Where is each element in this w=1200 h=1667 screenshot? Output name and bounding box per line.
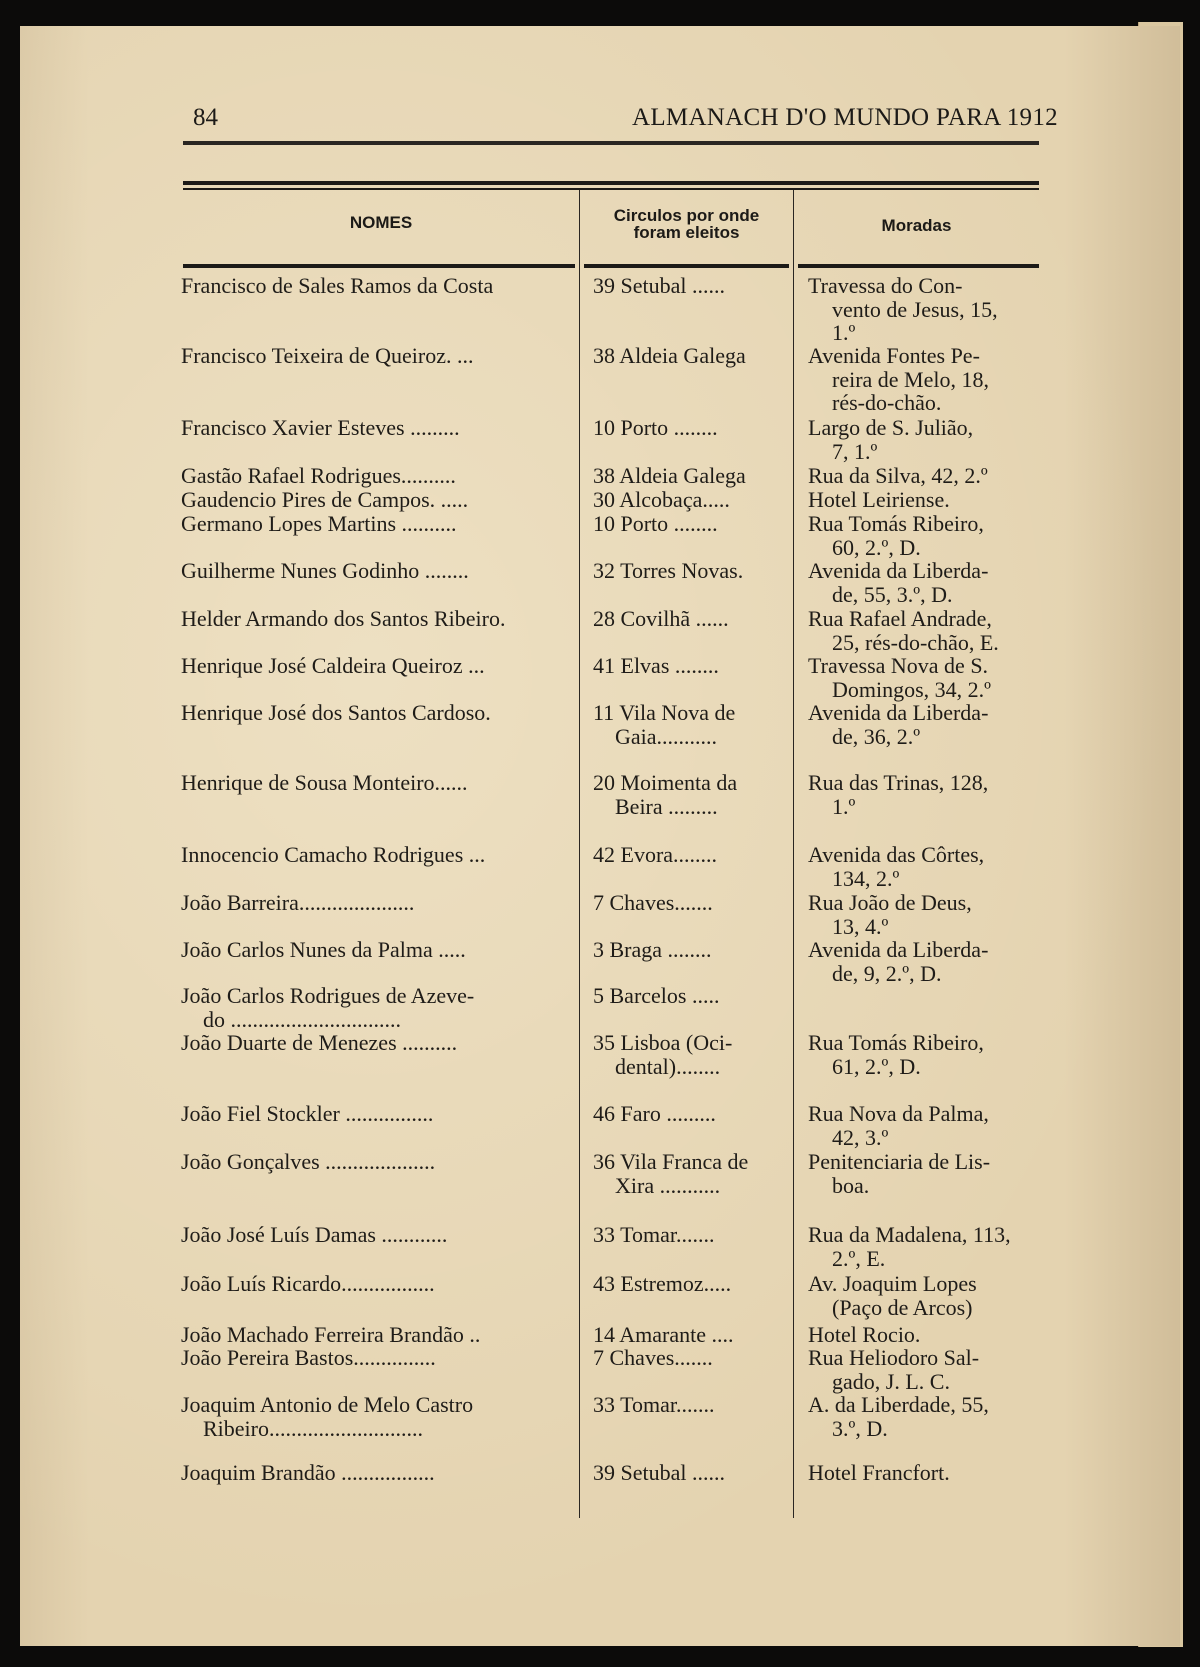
header-rule bbox=[183, 141, 1039, 145]
table-cell-name: Ribeiro............................ bbox=[203, 1415, 423, 1441]
table-cell-address: 42, 3.º bbox=[832, 1124, 889, 1150]
table-cell-name: Francisco de Sales Ramos da Costa bbox=[181, 273, 494, 298]
table-cell-address: 61, 2.º, D. bbox=[832, 1053, 921, 1079]
running-title: ALMANACH D'O MUNDO PARA 1912 bbox=[632, 104, 1058, 131]
table-cell-address: gado, J. L. C. bbox=[832, 1368, 950, 1394]
table-cell-circle: 38 Aldeia Galega bbox=[593, 463, 746, 488]
table-cell-circle: 3 Braga ........ bbox=[593, 937, 712, 962]
table-cell-name: do ............................... bbox=[203, 1006, 401, 1032]
table-cell-circle: 38 Aldeia Galega bbox=[593, 343, 746, 368]
table-cell-circle: 46 Faro ......... bbox=[593, 1101, 716, 1126]
table-cell-circle: 7 Chaves....... bbox=[593, 1345, 713, 1370]
header-underline-names bbox=[183, 264, 575, 268]
table-cell-name: Henrique José Caldeira Queiroz ... bbox=[181, 653, 485, 678]
table-cell-circle: 20 Moimenta da bbox=[593, 770, 738, 795]
table-cell-address: Rua Rafael Andrade, bbox=[808, 606, 992, 631]
table-cell-circle: 5 Barcelos ..... bbox=[593, 983, 720, 1008]
table-cell-circle: 35 Lisboa (Oci- bbox=[593, 1030, 733, 1055]
table-cell-address: 25, rés-do-chão, E. bbox=[832, 629, 999, 655]
table-cell-circle: 10 Porto ........ bbox=[593, 415, 718, 440]
table-cell-address: 3.º, D. bbox=[832, 1415, 888, 1441]
page-number: 84 bbox=[193, 104, 218, 131]
table-cell-name: João José Luís Damas ............ bbox=[181, 1222, 448, 1247]
table-cell-circle: 33 Tomar....... bbox=[593, 1392, 715, 1417]
table-cell-name: João Duarte de Menezes .......... bbox=[181, 1030, 458, 1055]
table-cell-name: João Pereira Bastos............... bbox=[181, 1345, 436, 1370]
table-cell-name: Francisco Teixeira de Queiroz. ... bbox=[181, 343, 474, 368]
table-cell-address: Rua João de Deus, bbox=[808, 890, 972, 915]
table-cell-address: 60, 2.º, D. bbox=[832, 534, 921, 560]
table-cell-address: Avenida da Liberda- bbox=[808, 558, 989, 583]
table-cell-name: João Luís Ricardo................. bbox=[181, 1271, 435, 1296]
table-cell-address: Avenida das Côrtes, bbox=[808, 842, 985, 867]
table-cell-name: João Fiel Stockler ................ bbox=[181, 1101, 434, 1126]
table-cell-name: João Barreira..................... bbox=[181, 890, 415, 915]
table-cell-circle: 42 Evora........ bbox=[593, 842, 718, 867]
table-cell-address: Rua das Trinas, 128, bbox=[808, 770, 989, 795]
column-divider-2 bbox=[793, 190, 794, 1518]
column-divider-1 bbox=[579, 190, 580, 1518]
table-cell-address: A. da Liberdade, 55, bbox=[808, 1392, 989, 1417]
table-cell-address: Penitenciaria de Lis- bbox=[808, 1149, 991, 1174]
header-circles-line2: foram eleitos bbox=[633, 223, 740, 242]
table-cell-circle: 43 Estremoz..... bbox=[593, 1271, 732, 1296]
table-cell-circle: 41 Elvas ........ bbox=[593, 653, 719, 678]
table-cell-circle: 39 Setubal ...... bbox=[593, 1460, 725, 1485]
table-cell-circle: 36 Vila Franca de bbox=[593, 1149, 749, 1174]
table-cell-address: Hotel Rocio. bbox=[808, 1322, 921, 1347]
table-cell-address: Avenida Fontes Pe- bbox=[808, 343, 980, 368]
table-cell-address: (Paço de Arcos) bbox=[832, 1294, 973, 1320]
table-cell-address: Hotel Leiriense. bbox=[808, 487, 950, 512]
table-cell-address: Travessa Nova de S. bbox=[808, 653, 989, 678]
table-cell-address: Rua Nova da Palma, bbox=[808, 1101, 989, 1126]
table-cell-address: boa. bbox=[832, 1172, 870, 1198]
table-cell-address: reira de Melo, 18, bbox=[832, 366, 989, 392]
table-cell-address: 7, 1.º bbox=[832, 438, 878, 464]
table-cell-address: Largo de S. Julião, bbox=[808, 415, 974, 440]
table-cell-address: 2.º, E. bbox=[832, 1245, 886, 1271]
table-cell-circle: Beira ......... bbox=[615, 793, 718, 819]
header-addresses: Moradas bbox=[881, 216, 952, 235]
table-cell-address: Rua Tomás Ribeiro, bbox=[808, 1030, 984, 1055]
table-cell-name: João Gonçalves .................... bbox=[181, 1149, 436, 1174]
table-cell-name: João Carlos Rodrigues de Azeve- bbox=[181, 983, 475, 1008]
table-cell-name: Gastão Rafael Rodrigues.......... bbox=[181, 463, 456, 488]
table-cell-circle: 7 Chaves....... bbox=[593, 890, 713, 915]
table-cell-address: Rua Tomás Ribeiro, bbox=[808, 511, 984, 536]
table-cell-name: Henrique José dos Santos Cardoso. bbox=[181, 700, 491, 725]
table-cell-circle: 32 Torres Novas. bbox=[593, 558, 744, 583]
table-cell-name: Joaquim Antonio de Melo Castro bbox=[181, 1392, 474, 1417]
table-cell-address: Travessa do Con- bbox=[808, 273, 963, 298]
table-cell-address: 13, 4.º bbox=[832, 913, 889, 939]
table-cell-name: João Carlos Nunes da Palma ..... bbox=[181, 937, 466, 962]
table-cell-name: Germano Lopes Martins .......... bbox=[181, 511, 457, 536]
table-cell-circle: 28 Covilhã ...... bbox=[593, 606, 729, 631]
table-cell-address: rés-do-chão. bbox=[832, 390, 942, 415]
table-cell-circle: 10 Porto ........ bbox=[593, 511, 718, 536]
table-top-rule-thin bbox=[183, 188, 1039, 190]
header-underline-addresses bbox=[798, 264, 1039, 268]
table-cell-address: de, 55, 3.º, D. bbox=[832, 581, 953, 607]
table-cell-circle: Gaia........... bbox=[615, 723, 718, 749]
table-cell-address: Hotel Francfort. bbox=[808, 1460, 950, 1485]
table-cell-circle: dental)........ bbox=[615, 1053, 721, 1079]
table-cell-name: Joaquim Brandão ................. bbox=[181, 1460, 435, 1485]
table-cell-circle: Xira ........... bbox=[615, 1172, 721, 1198]
table-cell-address: Avenida da Liberda- bbox=[808, 937, 989, 962]
table-cell-name: Gaudencio Pires de Campos. ..... bbox=[181, 487, 469, 512]
table-cell-address: 1.º bbox=[832, 320, 856, 345]
table-cell-circle: 11 Vila Nova de bbox=[593, 700, 736, 725]
header-names: NOMES bbox=[349, 213, 413, 232]
table-top-rule bbox=[183, 181, 1039, 185]
table-cell-address: de, 9, 2.º, D. bbox=[832, 960, 942, 986]
table-cell-address: de, 36, 2.º bbox=[832, 723, 921, 749]
table-cell-address: 134, 2.º bbox=[832, 865, 900, 891]
table-cell-circle: 33 Tomar....... bbox=[593, 1222, 715, 1247]
table-cell-address: vento de Jesus, 15, bbox=[832, 296, 998, 322]
table-cell-name: João Machado Ferreira Brandão .. bbox=[181, 1322, 481, 1347]
header-underline-circles bbox=[584, 264, 789, 268]
table-cell-address: Rua da Silva, 42, 2.º bbox=[808, 463, 988, 488]
table-cell-name: Henrique de Sousa Monteiro...... bbox=[181, 770, 468, 795]
table-cell-address: Rua Heliodoro Sal- bbox=[808, 1345, 980, 1370]
table-cell-name: Francisco Xavier Esteves ......... bbox=[181, 415, 460, 440]
table-cell-name: Innocencio Camacho Rodrigues ... bbox=[181, 842, 486, 867]
table-cell-address: 1.º bbox=[832, 793, 856, 819]
table-cell-address: Av. Joaquim Lopes bbox=[808, 1271, 977, 1296]
table-cell-circle: 39 Setubal ...... bbox=[593, 273, 725, 298]
table-cell-circle: 14 Amarante .... bbox=[593, 1322, 734, 1347]
header-circles-line1: Circulos por onde bbox=[613, 206, 760, 225]
table-cell-name: Guilherme Nunes Godinho ........ bbox=[181, 558, 469, 583]
table-cell-name: Helder Armando dos Santos Ribeiro. bbox=[181, 606, 506, 631]
table-cell-address: Avenida da Liberda- bbox=[808, 700, 989, 725]
table-cell-address: Rua da Madalena, 113, bbox=[808, 1222, 1011, 1247]
table-cell-address: Domingos, 34, 2.º bbox=[832, 676, 991, 702]
table-cell-circle: 30 Alcobaça..... bbox=[593, 487, 730, 512]
